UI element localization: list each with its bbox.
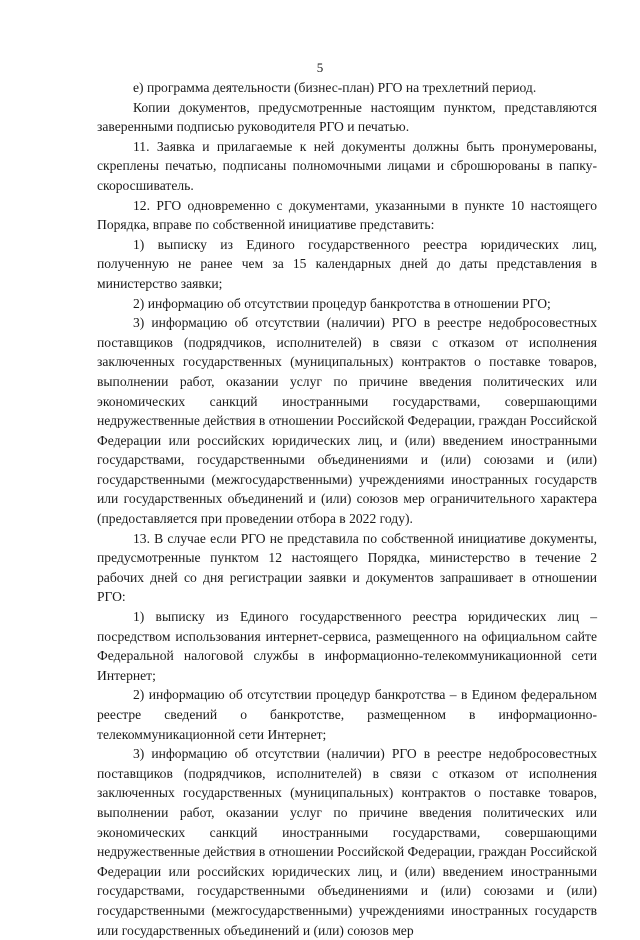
document-body [97,78,597,940]
paragraph-clause-13-item-3: 3) информацию об отсутствии (наличии) РГО в реестре недобросовестных поставщиков (подрядчиков, исполнителей) в связи с отказом от исполнения заключенных государственных (муниципальных) контрактов о поставке товаров, выполнении работ, оказании услуг по причине введения политических или экономических санкций иностранными государствами, совершающими недружественные действия в отношении Российской Федерации, граждан Российской Федерации или российских юридических лиц, и (или) введением иностранными государствами, государственными объединениями и (или) союзами и (или) государственными (межгосударственными) учреждениями иностранных государств или государственных объединений и (или) союзов мер [97,746,597,938]
page-number: 5 [316,60,324,75]
paragraph-item-e: е) программа деятельности (бизнес-план) РГО на трехлетний период. [133,80,537,95]
paragraph-clause-13-item-2: 2) информацию об отсутствии процедур банкротства – в Едином федеральном реестре сведений о банкротстве, размещенном в информационно-телекоммуникационной сети Интернет; [97,687,597,742]
paragraph-clause-12-item-3: 3) информацию об отсутствии (наличии) РГО в реестре недобросовестных поставщиков (подрядчиков, исполнителей) в связи с отказом от исполнения заключенных государственных (муниципальных) контрактов о поставке товаров, выполнении работ, оказании услуг по причине введения политических или экономических санкций иностранными государствами, совершающими недружественные действия в отношении Российской Федерации, граждан Российской Федерации или российских юридических лиц, и (или) введением иностранными государствами, государственными объединениями и (или) союзами и (или) государственными (межгосударственными) учреждениями иностранных государств или государственных объединений и (или) союзов мер ограничительного характера (предоставляется при проведении отбора в 2022 году). [97,315,597,527]
paragraph-clause-12-item-1: 1) выписку из Единого государственного реестра юридических лиц, полученную не ранее чем за 15 календарных дней до даты представления в министерство заявки; [97,236,597,291]
paragraph-clause-11: 11. Заявка и прилагаемые к ней документы должны быть пронумерованы, скреплены печатью, подписаны полномочными лицами и сброшюрованы в папку-скоросшиватель. [97,138,597,193]
paragraph-clause-12: 12. РГО одновременно с документами, указанными в пункте 10 настоящего Порядка, вправе по собственной инициативе представить: [97,197,597,233]
paragraph-clause-12-item-2: 2) информацию об отсутствии процедур банкротства в отношении РГО; [133,295,551,311]
paragraph-clause-13-item-1: 1) выписку из Единого государственного реестра юридических лиц – посредством использования интернет-сервиса, размещенного на официальном сайте Федеральной налоговой службы в информационно-телекоммуникационной сети Интернет; [97,609,597,683]
paragraph-copies-note: Копии документов, предусмотренные настоящим пунктом, представляются заверенными подписью руководителя РГО и печатью. [97,99,597,135]
paragraph-clause-13: 13. В случае если РГО не представила по собственной инициативе документы, предусмотренные пунктом 12 настоящего Порядка, министерство в течение 2 рабочих дней со дня регистрации заявки и документов запрашивает в отношении РГО: [97,530,597,605]
